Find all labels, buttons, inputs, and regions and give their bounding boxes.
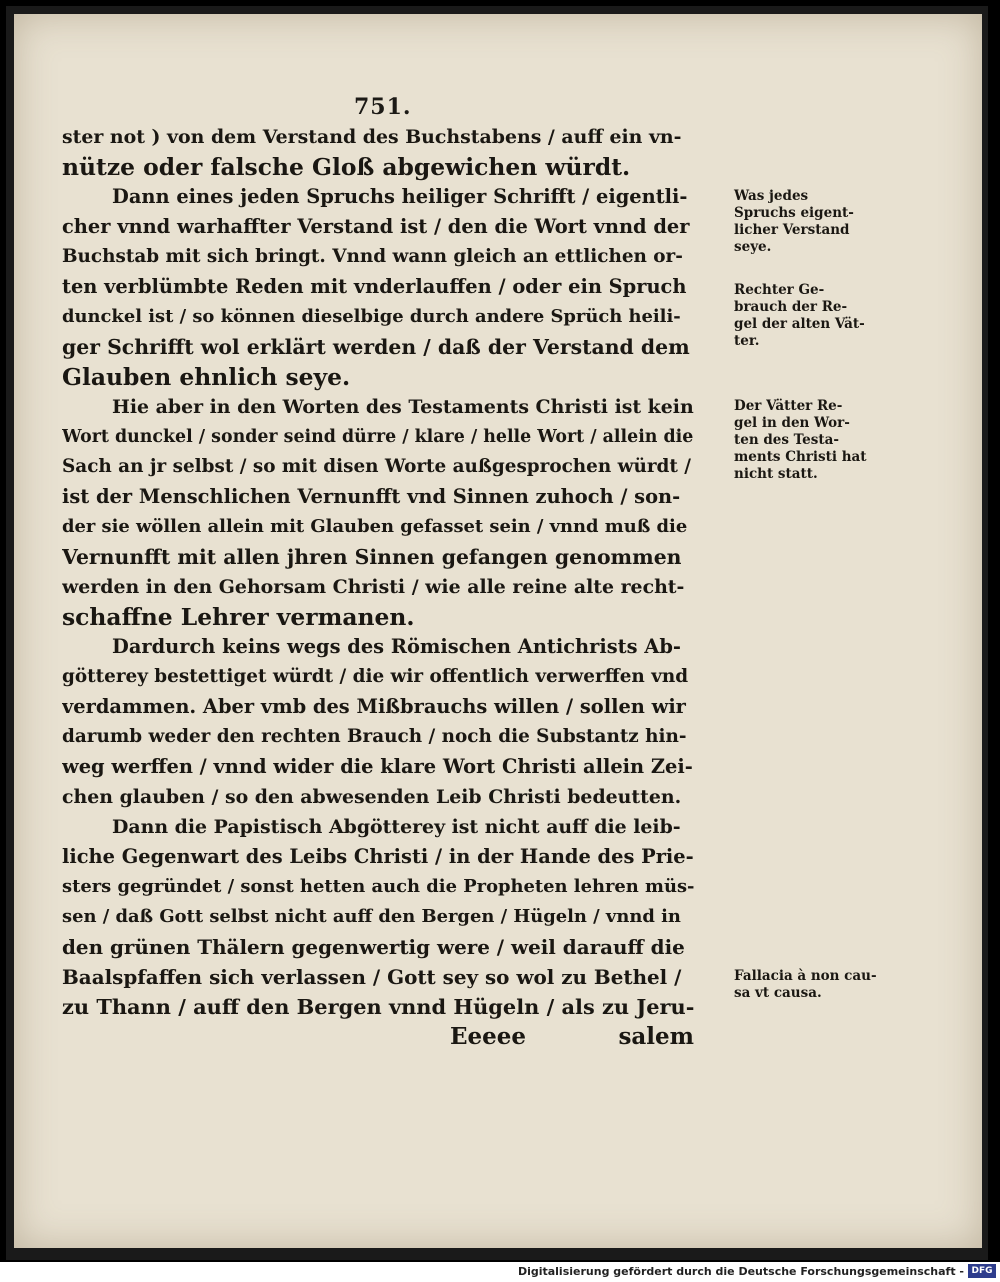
text-line: nütze oder falsche Gloß abgewichen würdt. <box>62 153 631 181</box>
text-line: Sach an jr selbst / so mit disen Worte außgesprochen würdt / <box>62 456 692 477</box>
side-note-line: ter. <box>734 333 760 349</box>
catchword-row <box>62 1022 694 1052</box>
footer-bar <box>0 1262 1000 1282</box>
text-line: darumb weder den rechten Brauch / noch die Substantz hin- <box>62 726 687 747</box>
text-line: verdammen. Aber vmb des Mißbrauchs willen / sollen wir <box>62 695 686 718</box>
text-line: sters gegründet / sonst hetten auch die Propheten lehren müs- <box>62 876 694 897</box>
text-line: liche Gegenwart des Leibs Christi / in der Hande des Prie- <box>62 845 694 868</box>
side-note-line: Rechter Ge- <box>734 282 825 298</box>
text-line: Baalspfaffen sich verlassen / Gott sey so wol zu Bethel / <box>62 965 682 989</box>
side-note-line: brauch der Re- <box>734 299 848 315</box>
side-note-line: Fallacia à non cau- <box>734 968 877 984</box>
side-note-line: Spruchs eigent- <box>734 205 854 221</box>
side-note-3 <box>734 398 867 483</box>
text-line: Dardurch keins wegs des Römischen Antichrists Ab- <box>112 635 681 658</box>
side-note-2 <box>734 282 865 350</box>
text-line: sen / daß Gott selbst nicht auff den Bergen / Hügeln / vnnd in <box>62 906 681 927</box>
text-line: Dann eines jeden Spruchs heiliger Schrifft / eigentli- <box>112 185 688 208</box>
scan-frame <box>6 6 988 1260</box>
text-line: cher vnnd warhaffter Verstand ist / den die Wort vnnd der <box>62 215 690 238</box>
text-line: werden in den Gehorsam Christi / wie alle reine alte recht- <box>62 576 685 598</box>
text-line: den grünen Thälern gegenwertig were / weil darauff die <box>62 935 685 959</box>
side-note-line: Der Vätter Re- <box>734 398 843 414</box>
funding-credit: Digitalisierung gefördert durch die Deutsche Forschungsgemeinschaft - <box>517 1265 964 1278</box>
text-line: Dann die Papistisch Abgötterey ist nicht auff die leib- <box>112 816 681 838</box>
text-line: schaffne Lehrer vermanen. <box>62 603 415 631</box>
side-note-line: ments Christi hat <box>734 449 867 465</box>
page-number: 751. <box>354 94 412 120</box>
text-line: dunckel ist / so können dieselbige durch andere Sprüch heili- <box>62 306 681 327</box>
main-text-block <box>62 122 877 1052</box>
side-note-line: licher Verstand <box>734 222 850 238</box>
text-line: weg werffen / vnnd wider die klare Wort Christi allein Zei- <box>62 755 693 778</box>
side-note-line: Was jedes <box>734 188 809 204</box>
text-line: der sie wöllen allein mit Glauben gefasset sein / vnnd muß die <box>62 516 688 537</box>
side-note-line: gel der alten Vät- <box>734 316 865 332</box>
text-line: chen glauben / so den abwesenden Leib Christi bedeutten. <box>62 786 682 808</box>
text-line: ten verblümbte Reden mit vnderlauffen / oder ein Spruch <box>62 275 687 298</box>
text-line: Hie aber in den Worten des Testaments Christi ist kein <box>112 396 694 418</box>
side-note-line: sa vt causa. <box>734 985 822 1001</box>
signature-mark: Eeeee <box>450 1023 527 1050</box>
text-line: Buchstab mit sich bringt. Vnnd wann gleich an ettlichen or- <box>62 246 683 267</box>
text-line: Vernunfft mit allen jhren Sinnen gefangen genommen <box>62 545 682 569</box>
dfg-logo: DFG <box>968 1264 996 1278</box>
side-note-1 <box>734 188 854 256</box>
book-page <box>14 14 982 1248</box>
text-line: ist der Menschlichen Vernunfft vnd Sinnen zuhoch / son- <box>62 485 681 508</box>
text-line: Wort dunckel / sonder seind dürre / klare / helle Wort / allein die <box>62 427 694 447</box>
text-line: götterey bestettiget würdt / die wir offentlich verwerffen vnd <box>62 666 689 687</box>
side-note-line: ten des Testa- <box>734 432 839 448</box>
side-note-line: seye. <box>734 239 772 255</box>
text-line: ger Schrifft wol erklärt werden / daß der Verstand dem <box>62 335 690 359</box>
side-note-line: gel in den Wor- <box>734 415 850 431</box>
text-line: ster not ) von dem Verstand des Buchstabens / auff ein vn- <box>62 126 682 148</box>
catchword: salem <box>618 1023 694 1050</box>
text-line: Glauben ehnlich seye. <box>62 363 351 391</box>
side-note-line: nicht statt. <box>734 466 818 482</box>
side-note-4 <box>734 968 877 1002</box>
text-line: zu Thann / auff den Bergen vnnd Hügeln / als zu Jeru- <box>62 994 694 1019</box>
